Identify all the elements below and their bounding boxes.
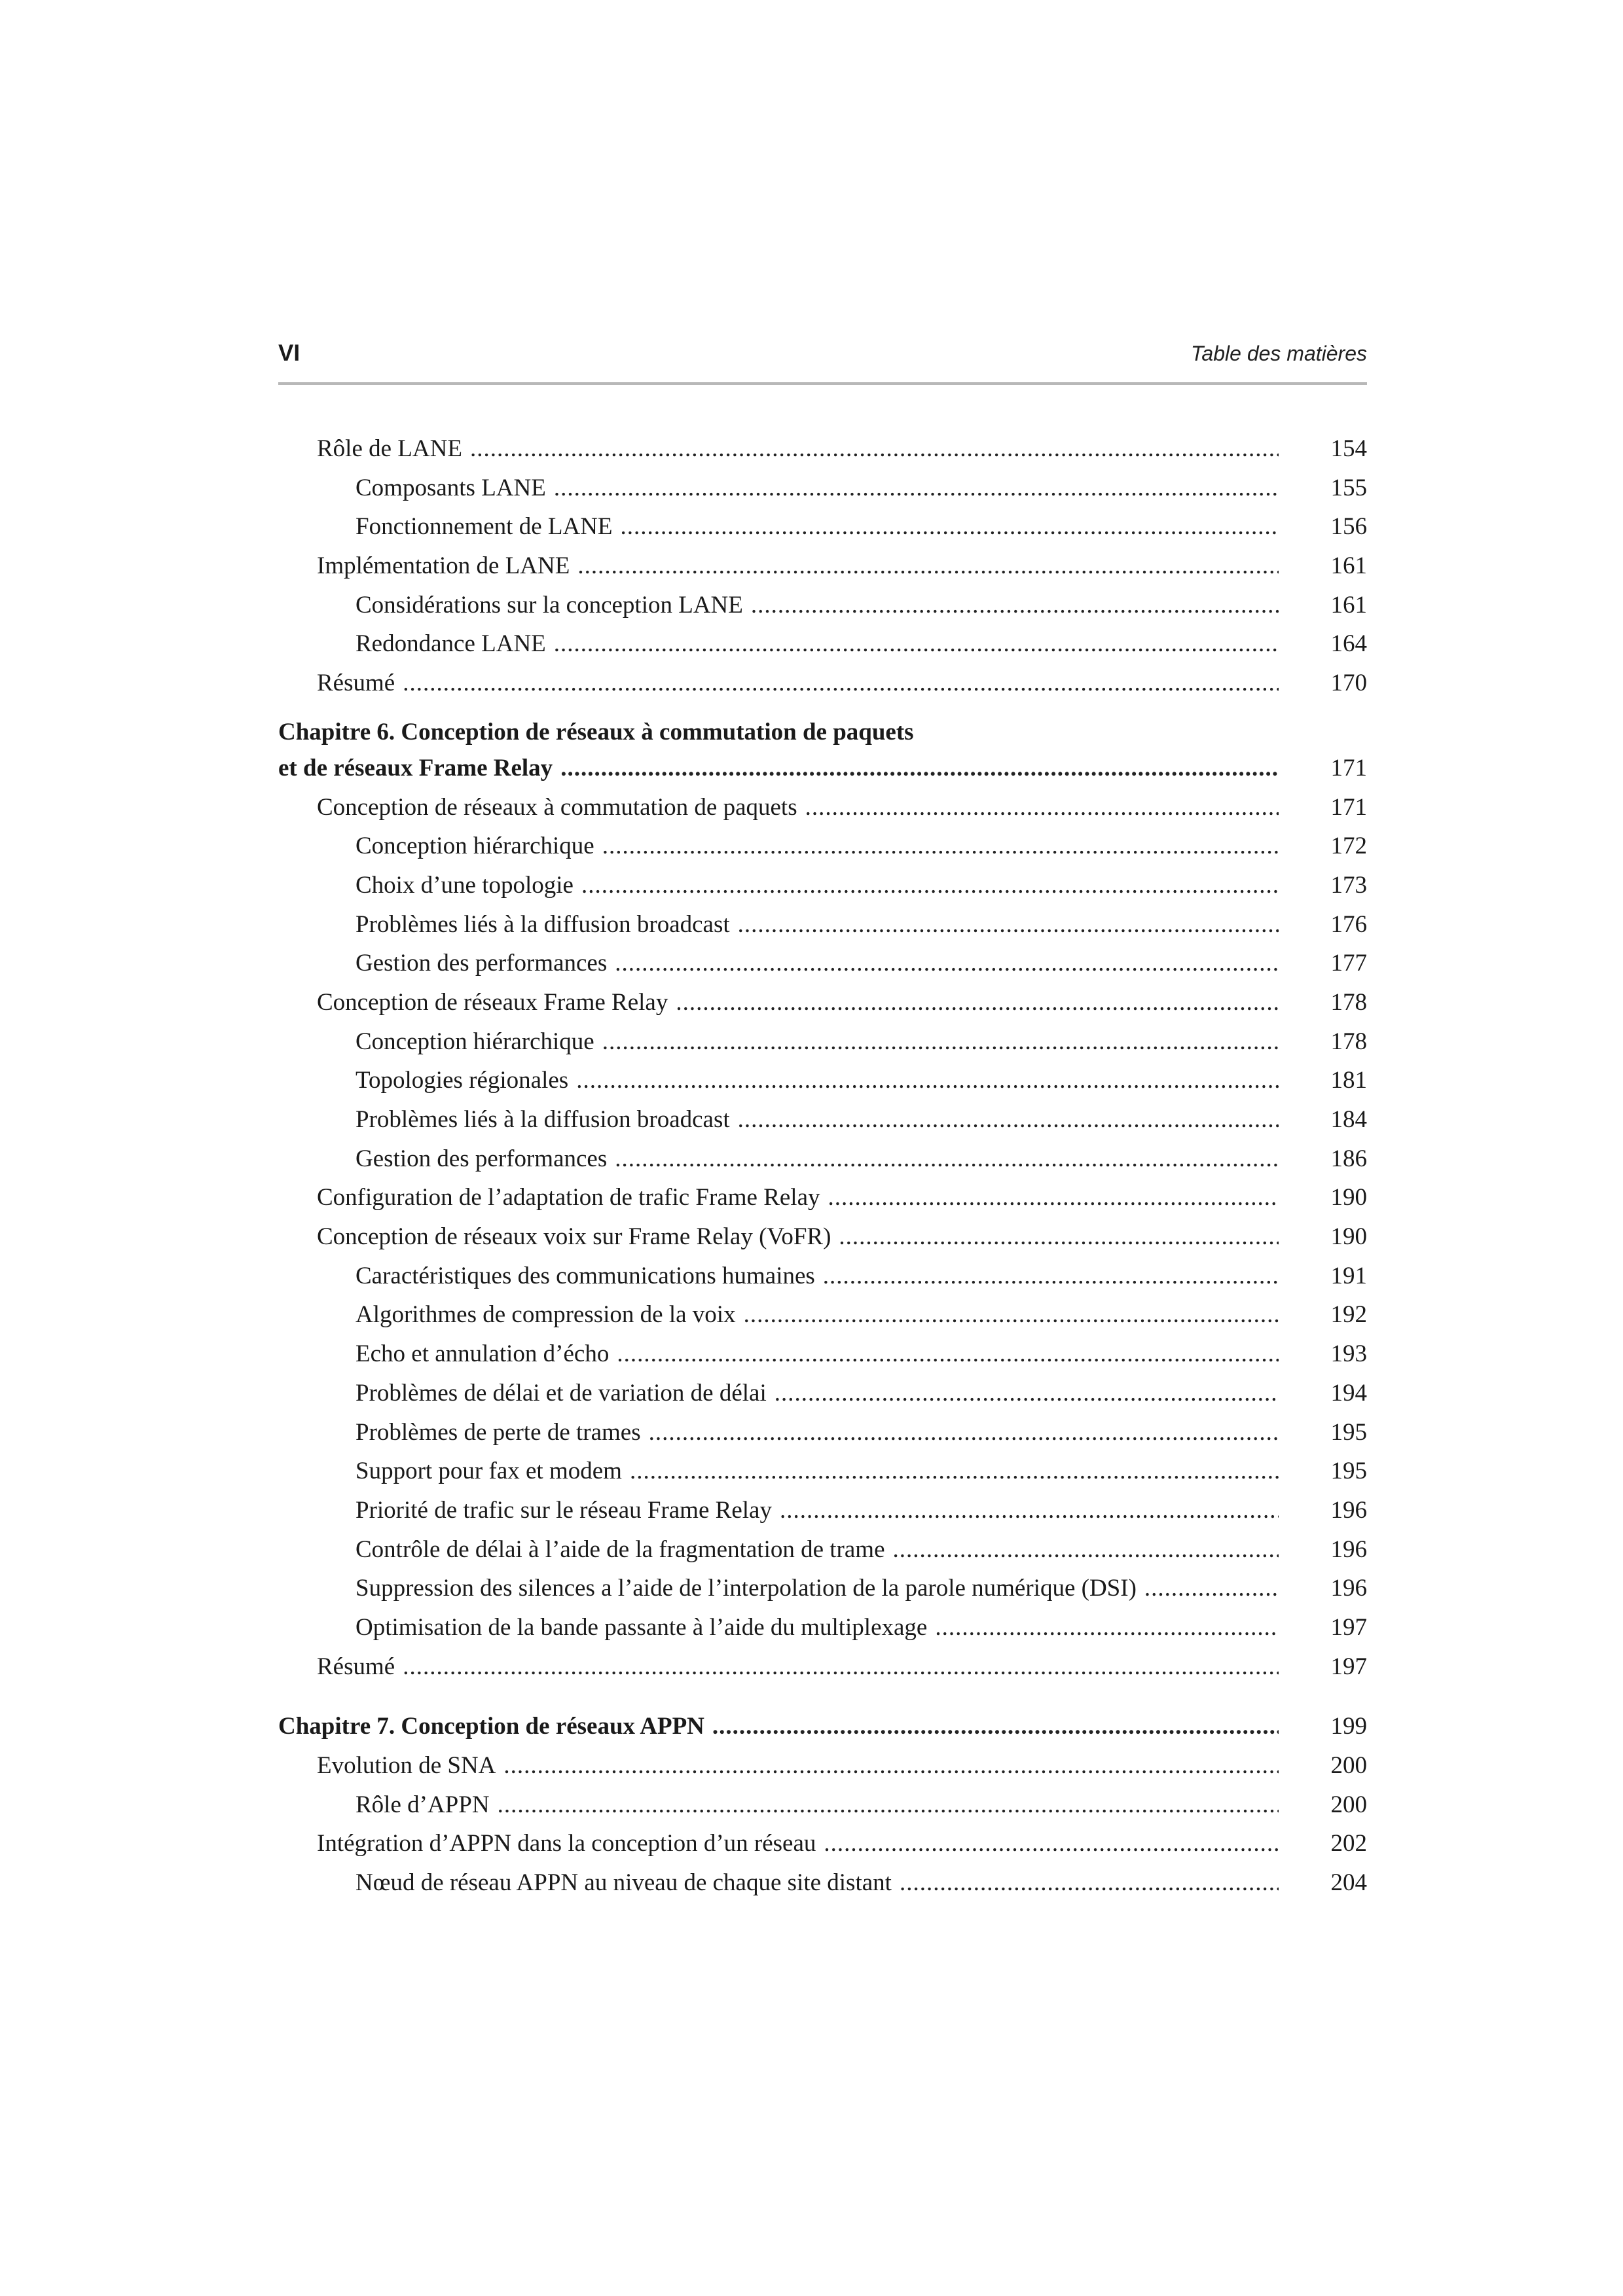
dot-leader [630,1452,1279,1491]
toc-entry-page: 202 [1330,1830,1367,1857]
dot-leader [824,1824,1279,1863]
dot-leader [805,788,1279,827]
toc-entry-page: 204 [1330,1869,1367,1897]
running-title: Table des matières [1190,342,1367,365]
toc-entry-title: Gestion des performances [356,950,608,977]
toc-entry-title: Considérations sur la conception LANE [356,591,743,619]
chapter-6-page: 171 [1330,754,1367,781]
toc-entry [278,1139,1367,1179]
toc-entry-title: Optimisation de la bande passante à l’aide du multiplexage [356,1613,928,1641]
toc-entry-title: Problèmes de délai et de variation de délai [356,1379,767,1407]
chapter-6-heading [278,749,1367,788]
toc-entry-page: 197 [1330,1653,1367,1680]
toc-entry-page: 154 [1330,435,1367,462]
toc-entry-page: 196 [1330,1535,1367,1563]
toc-entry-page: 155 [1330,474,1367,501]
toc-entry [278,429,1367,469]
toc-entry-page: 195 [1330,1458,1367,1485]
page-folio: VI [278,340,301,366]
dot-leader [554,624,1279,664]
toc-entry-page: 177 [1330,950,1367,977]
toc-entry [278,586,1367,625]
chapter-7-title: Chapitre 7. Conception de réseaux APPN [278,1713,704,1740]
toc-entry-page: 196 [1330,1496,1367,1524]
header-rule [278,382,1367,385]
toc-entry-title: Algorithmes de compression de la voix [356,1301,736,1329]
toc-section-chapter-6 [278,788,1367,1687]
toc-entry-page: 178 [1330,1028,1367,1055]
toc-entry [278,1863,1367,1903]
toc-entry-page: 173 [1330,871,1367,899]
toc-entry-title: Problèmes de perte de trames [356,1418,641,1446]
toc-entry-page: 161 [1330,552,1367,580]
dot-leader [403,664,1279,703]
dot-leader [738,1100,1279,1139]
toc-entry-page: 186 [1330,1145,1367,1172]
toc-entry [278,1374,1367,1413]
toc-entry-title: Composants LANE [356,474,546,501]
toc-entry [278,1217,1367,1257]
toc-entry-title: Conception hiérarchique [356,833,594,860]
toc-entry [278,1100,1367,1139]
toc-entry [278,1491,1367,1530]
dot-leader [403,1647,1279,1687]
dot-leader [617,1335,1279,1374]
toc-entry [278,1061,1367,1100]
toc-entry-title: Nœud de réseau APPN au niveau de chaque site distant [356,1869,892,1897]
toc-entry-page: 191 [1330,1262,1367,1289]
toc-entry-page: 196 [1330,1575,1367,1602]
toc-entry-title: Conception de réseaux Frame Relay [317,988,668,1016]
dot-leader [560,749,1279,788]
dot-leader [576,1061,1279,1100]
toc-entry-title: Problèmes liés à la diffusion broadcast [356,910,730,938]
toc-entry [278,1785,1367,1825]
toc-entry [278,866,1367,905]
toc-section-lane [278,429,1367,703]
toc-entry-title: Contrôle de délai à l’aide de la fragmentation de trame [356,1535,885,1563]
toc-entry-title: Résumé [317,1653,395,1680]
dot-leader [577,547,1279,586]
dot-leader [780,1491,1279,1530]
dot-leader [602,1022,1279,1062]
toc-entry [278,1257,1367,1296]
toc-entry-title: Topologies régionales [356,1067,569,1094]
toc-entry-title: Rôle d’APPN [356,1791,490,1818]
dot-leader [751,586,1279,625]
toc-entry-title: Suppression des silences a l’aide de l’interpolation de la parole numérique (DSI) [356,1575,1137,1602]
toc-entry-page: 190 [1330,1223,1367,1251]
toc-entry-page: 197 [1330,1613,1367,1641]
chapter-6-title-line2: et de réseaux Frame Relay [278,754,553,781]
toc-entry-title: Rôle de LANE [317,435,462,462]
toc-entry [278,905,1367,944]
toc-entry-title: Intégration d’APPN dans la conception d’un réseau [317,1830,816,1857]
toc-entry-title: Problèmes liés à la diffusion broadcast [356,1106,730,1133]
dot-leader [712,1707,1279,1746]
dot-leader [775,1374,1279,1413]
toc-entry [278,664,1367,703]
toc-entry-title: Implémentation de LANE [317,552,570,580]
dot-leader [839,1217,1279,1257]
dot-leader [900,1863,1279,1903]
toc-entry-page: 193 [1330,1340,1367,1368]
toc-entry-title: Gestion des performances [356,1145,608,1172]
spacer [278,703,1367,716]
toc-entry-title: Configuration de l’adaptation de trafic Frame Relay [317,1184,820,1211]
toc-entry-page: 200 [1330,1752,1367,1779]
toc-entry-page: 181 [1330,1067,1367,1094]
toc-entry-title: Choix d’une topologie [356,871,574,899]
dot-leader [615,1139,1279,1179]
toc-entry-title: Redondance LANE [356,630,546,658]
toc-entry-page: 195 [1330,1418,1367,1446]
toc-entry [278,788,1367,827]
toc-entry-page: 190 [1330,1184,1367,1211]
toc-entry [278,469,1367,508]
dot-leader [935,1608,1279,1647]
toc-entry-title: Priorité de trafic sur le réseau Frame Relay [356,1496,772,1524]
toc-entry-title: Evolution de SNA [317,1752,496,1779]
dot-leader [649,1413,1279,1452]
dot-leader [621,507,1279,547]
toc-entry [278,624,1367,664]
toc-entry [278,944,1367,983]
toc-entry [278,983,1367,1022]
toc-entry-page: 176 [1330,910,1367,938]
toc-section-chapter-7 [278,1746,1367,1903]
toc-entry-page: 171 [1330,793,1367,821]
toc-entry-title: Fonctionnement de LANE [356,513,613,541]
toc-entry [278,1569,1367,1608]
dot-leader [1144,1569,1279,1608]
toc-entry [278,1413,1367,1452]
dot-leader [738,905,1279,944]
chapter-6-heading-line1: Chapitre 6. Conception de réseaux à commutation de paquets [278,718,914,745]
toc-entry-page: 178 [1330,988,1367,1016]
toc-entry [278,1295,1367,1335]
toc-entry [278,1452,1367,1491]
toc-entry-title: Caractéristiques des communications humaines [356,1262,815,1289]
toc-entry [278,1647,1367,1687]
toc-entry-title: Conception hiérarchique [356,1028,594,1055]
toc-entry-page: 156 [1330,513,1367,541]
toc-entry [278,507,1367,547]
toc-entry-page: 184 [1330,1106,1367,1133]
toc-entry [278,1824,1367,1863]
toc-entry [278,1530,1367,1570]
toc-entry [278,1335,1367,1374]
toc-entry [278,1178,1367,1217]
table-of-contents [278,429,1367,1903]
dot-leader [498,1785,1279,1825]
toc-entry-page: 170 [1330,670,1367,697]
toc-entry-title: Résumé [317,670,395,697]
toc-entry-title: Support pour fax et modem [356,1458,622,1485]
toc-entry-title: Echo et annulation d’écho [356,1340,610,1368]
dot-leader [828,1178,1279,1217]
dot-leader [744,1295,1279,1335]
dot-leader [581,866,1279,905]
toc-entry [278,1608,1367,1647]
toc-entry-page: 161 [1330,591,1367,619]
toc-entry [278,1022,1367,1062]
dot-leader [554,469,1279,508]
toc-entry [278,1746,1367,1785]
toc-entry-title: Conception de réseaux voix sur Frame Relay (VoFR) [317,1223,831,1251]
toc-entry [278,547,1367,586]
chapter-7-page: 199 [1330,1713,1367,1740]
dot-leader [470,429,1279,469]
chapter-7-heading [278,1707,1367,1746]
dot-leader [893,1530,1279,1570]
dot-leader [602,827,1279,866]
toc-entry-title: Conception de réseaux à commutation de paquets [317,793,797,821]
dot-leader [503,1746,1279,1785]
dot-leader [676,983,1279,1022]
toc-entry-page: 172 [1330,833,1367,860]
dot-leader [615,944,1279,983]
toc-entry-page: 164 [1330,630,1367,658]
toc-entry-page: 200 [1330,1791,1367,1818]
toc-entry [278,827,1367,866]
dot-leader [823,1257,1279,1296]
toc-entry-page: 194 [1330,1379,1367,1407]
page-header [278,340,1367,386]
toc-entry-page: 192 [1330,1301,1367,1329]
